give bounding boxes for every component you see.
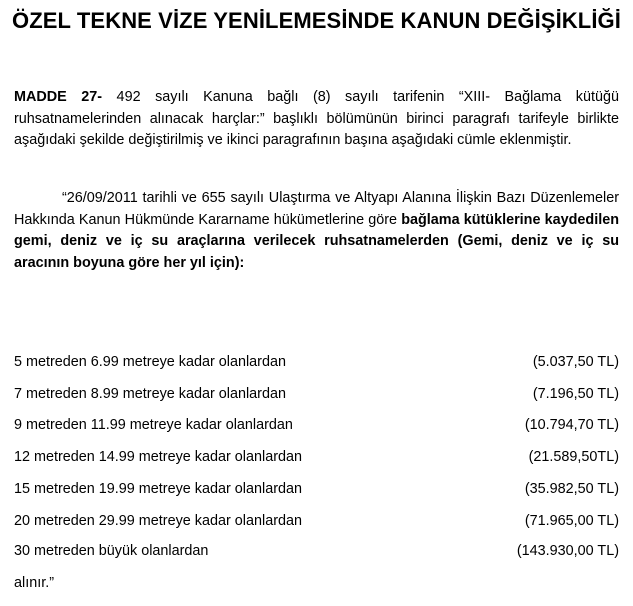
fee-amount: (10.794,70 TL) (524, 417, 619, 433)
quote-paragraph (14, 188, 619, 274)
fee-row (14, 478, 619, 500)
fee-amount: (21.589,50TL) (528, 449, 619, 465)
fee-label: 12 metreden 14.99 metreye kadar olanlardan (14, 449, 302, 465)
quote-bold-text: bağlama kütüklerine kaydedilen gemi, deniz ve iç su araçlarına verilecek ruhsatnamelerden (Gemi, deniz ve iç su aracının boyuna göre her yıl için): (14, 211, 619, 271)
fee-amount: (5.037,50 TL) (532, 354, 619, 370)
fee-label: 30 metreden büyük olanlardan (14, 543, 209, 559)
fee-amount: (35.982,50 TL) (524, 481, 619, 497)
fee-row (14, 446, 619, 468)
fee-label: 15 metreden 19.99 metreye kadar olanlardan (14, 481, 302, 497)
fee-amount: (143.930,00 TL) (516, 543, 619, 559)
article-label: MADDE 27- (14, 89, 103, 105)
fee-row (14, 510, 619, 532)
fee-label: 7 metreden 8.99 metreye kadar olanlardan (14, 386, 286, 402)
closing-text: alınır.” (14, 575, 54, 591)
fee-row (14, 414, 619, 436)
fee-row (14, 383, 619, 405)
fee-amount: (7.196,50 TL) (532, 386, 619, 402)
fee-label: 20 metreden 29.99 metreye kadar olanlardan (14, 513, 302, 529)
fee-row (14, 351, 619, 373)
article-paragraph (14, 87, 619, 152)
article-text: 492 sayılı Kanuna bağlı (8) sayılı tarifenin “XIII- Bağlama kütüğü ruhsatnamelerinden alınacak harçlar:” başlıklı bölümünün birinci paragrafı tarifeyle birlikte aşağıdaki şekilde değiştirilmiş ve ikinci paragrafının başına aşağıdaki cümle eklenmiştir. (14, 89, 620, 148)
fee-amount: (71.965,00 TL) (524, 513, 619, 529)
fee-label: 9 metreden 11.99 metreye kadar olanlardan (14, 417, 293, 433)
fee-row (14, 540, 619, 562)
fee-label: 5 metreden 6.99 metreye kadar olanlardan (14, 354, 286, 370)
quote-text: “26/09/2011 tarihli ve 655 sayılı Ulaştırma ve Altyapı Alanına İlişkin Bazı Düzenlemeler Hakkında Kanun Hükmünde Kararname hükümetlerine göre (14, 190, 619, 228)
document-title: ÖZEL TEKNE VİZE YENİLEMESİNDE KANUN DEĞİŞİKLİĞİ (12, 8, 621, 33)
